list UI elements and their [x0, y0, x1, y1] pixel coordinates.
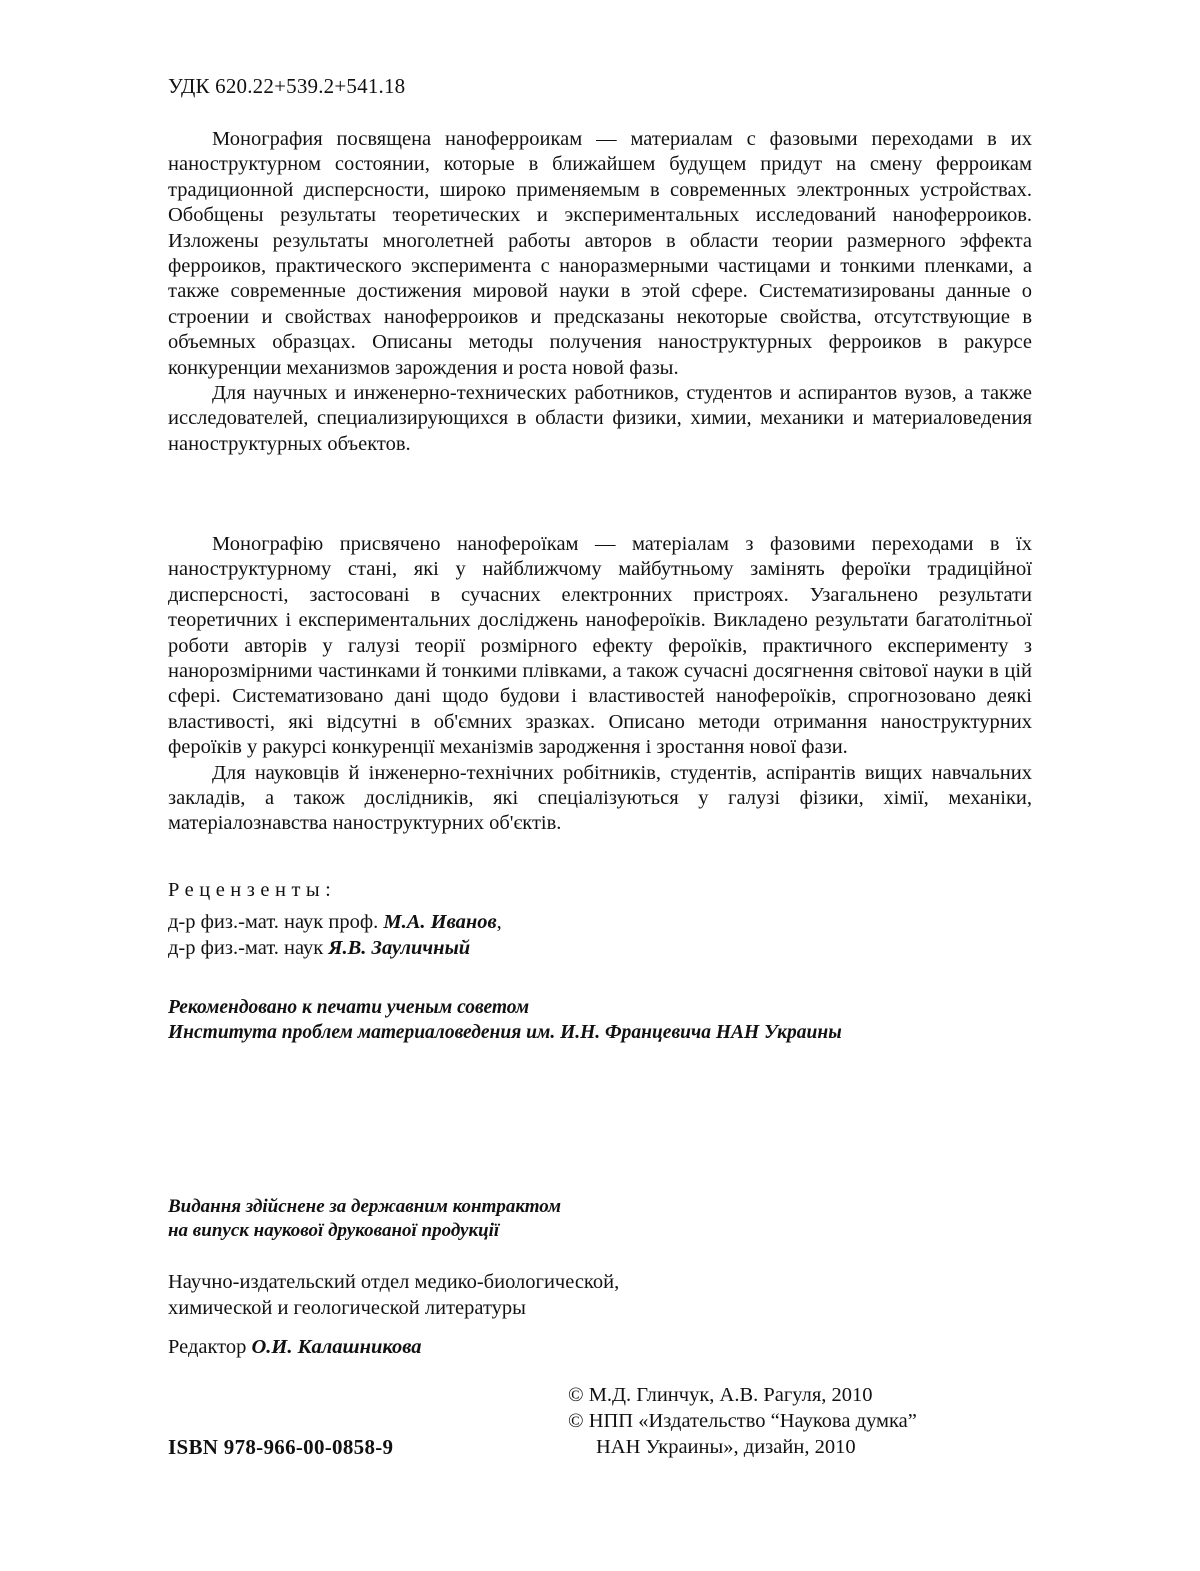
- isbn: ISBN 978-966-00-0858-9: [168, 1435, 394, 1459]
- reviewer-2-title: д-р физ.-мат. наук: [168, 937, 329, 959]
- abstract-ru-paragraph-2: Для научных и инженерно-технических работников, студентов и аспирантов вузов, а также исследователей, специализирующихся в области физики, химии, механики и материаловедения наноструктурных объектов.: [168, 382, 1032, 455]
- copyright-line-1: © М.Д. Глинчук, А.В. Рагуля, 2010: [568, 1384, 873, 1406]
- grant-notice: [168, 1195, 561, 1243]
- reviewers-heading: Рецензенты:: [168, 879, 337, 901]
- department-line-2: химической и геологической литературы: [168, 1297, 526, 1319]
- copyright-line-3: НАН Украины», дизайн, 2010: [596, 1436, 856, 1458]
- udk-code: УДК 620.22+539.2+541.18: [168, 74, 406, 98]
- abstract-ua-paragraph-1: Монографію присвячено наноферoїкам — матеріалам з фазовими переходами в їх наноструктурному стані, які у найближчому майбутньому замінять фероїки традиційної дисперсності, застосовані в сучасних електронних пристроях. Узагальнено результати теоретичних і експериментальних досліджень нанофероїків. Викладено результати багатолітньої роботи авторів у галузі теорії розмірного ефекту фероїків, практичного експерименту з нанорозмірними частинками й тонкими плівками, а також сучасні досягнення світової науки в цій сфері. Систематизовано дані щодо будови і властивостей нанофероїків, спрогнозовано деякі властивості, які відсутні в об'ємних зразках. Описано методи отримання наноструктурних фероїків у ракурсі конкуренції механізмів зародження і зростання нової фази.: [168, 533, 1032, 759]
- abstract-ua-paragraph-2: Для науковців й інженерно-технічних робітників, студентів, аспірантів вищих навчальних закладів, а також дослідників, які спеціалізуються у галузі фізики, хімії, механіки, матеріалознавства наноструктурних об'єктів.: [168, 761, 1032, 835]
- reviewer-1: [168, 909, 502, 935]
- reviewers-block: [168, 877, 502, 961]
- editor-credit: [168, 1336, 422, 1359]
- reviewer-2: [168, 935, 502, 961]
- reviewer-1-name: М.А. Иванов: [383, 911, 497, 933]
- copyright-line-2: © НПП «Издательство “Наукова думка”: [568, 1410, 917, 1432]
- copyright-block: [568, 1382, 917, 1460]
- reviewer-1-suffix: ,: [496, 911, 502, 933]
- editor-label: Редактор: [168, 1336, 252, 1358]
- recommendation-line-2: Института проблем материаловедения им. И.Н. Францевича НАН Украины: [168, 1022, 842, 1043]
- abstract-ru-paragraph-1: Монография посвящена наноферроикам — материалам с фазовыми переходами в их наноструктурном состоянии, которые в ближайшем будущем придут на смену ферроикам традиционной дисперсности, широко применяемым в современных электронных устройствах. Обобщены результаты теоретических и экспериментальных исследований наноферроиков. Изложены результаты многолетней работы авторов в области теории размерного эффекта ферроиков, практического эксперимента с наноразмерными частицами и тонкими пленками, а также современные достижения мировой науки в этой сфере. Систематизированы данные о строении и свойствах наноферроиков и предсказаны некоторые свойства, отсутствующие в объемных образцах. Описаны методы получения наноструктурных ферроиков в ракурсе конкуренции механизмов зарождения и роста новой фазы.: [168, 128, 1032, 379]
- publishing-department: [168, 1269, 619, 1321]
- editor-name: О.И. Калашникова: [251, 1336, 422, 1358]
- abstract-russian: [168, 127, 1032, 457]
- grant-line-1: Видання здійснене за державним контрактом: [168, 1196, 562, 1217]
- reviewer-2-name: Я.В. Зауличный: [328, 937, 471, 959]
- abstract-ukrainian: [168, 532, 1032, 837]
- department-line-1: Научно-издательский отдел медико-биологической,: [168, 1271, 620, 1293]
- recommendation-block: [168, 995, 842, 1045]
- recommendation-line-1: Рекомендовано к печати ученым советом: [168, 997, 530, 1018]
- reviewer-1-title: д-р физ.-мат. наук проф.: [168, 911, 384, 933]
- grant-line-2: на випуск наукової друкованої продукції: [168, 1220, 500, 1241]
